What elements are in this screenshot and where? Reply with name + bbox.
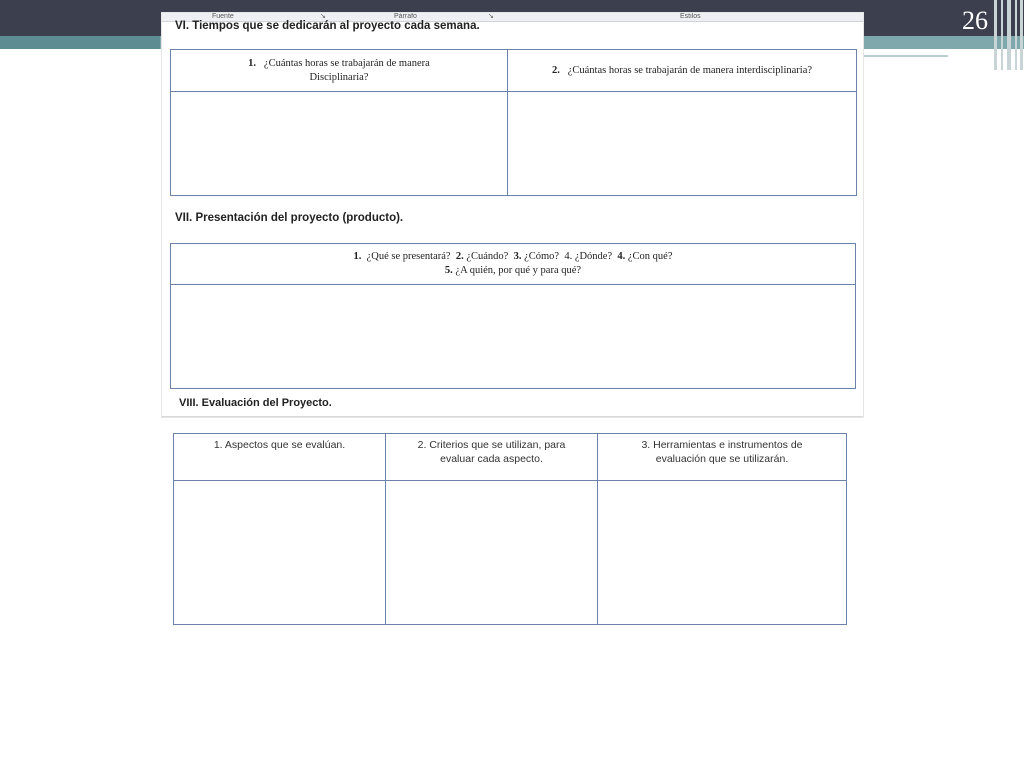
section7-answer-cell: [171, 285, 856, 389]
document-separator: [162, 416, 863, 417]
slide-accent-line: [862, 55, 948, 57]
ribbon-expand-icon: ↘: [488, 13, 494, 20]
header-text: evaluar cada aspecto.: [440, 453, 543, 465]
section8-title: VIII. Evaluación del Proyecto.: [179, 397, 332, 409]
section6-header-hours-disciplinary: [171, 50, 508, 92]
section8-answer-cell: [174, 481, 386, 625]
q-number: 4.: [617, 251, 626, 262]
q-text: 4. ¿Dónde?: [564, 251, 613, 262]
q-number: 2.: [551, 64, 560, 76]
q-number: 1.: [353, 251, 362, 262]
q-number: 5.: [444, 265, 453, 276]
slide-teal-band-accent: [0, 36, 160, 49]
header-text: evaluación que se utilizarán.: [655, 453, 789, 465]
section6-answer-cell: [171, 92, 508, 196]
q-number: 3.: [513, 251, 522, 262]
section6-table: [170, 49, 857, 196]
ribbon-expand-icon: ↘: [320, 13, 326, 20]
slide-page-number: 26: [962, 6, 988, 35]
section6-header-hours-interdisciplinary: [508, 50, 857, 92]
document-image: [162, 13, 863, 417]
section7-title: VII. Presentación del proyecto (producto).: [175, 212, 404, 224]
section8-table: [173, 433, 847, 625]
q-text: ¿Cuántas horas se trabajarán de manera: [263, 57, 430, 69]
q-text: ¿Cómo?: [524, 251, 560, 262]
q-text: ¿Con qué?: [627, 251, 673, 262]
q-number: 1.: [248, 57, 257, 69]
section8-header-criteria: [386, 434, 598, 481]
q-text: ¿A quién, por qué y para qué?: [455, 265, 582, 276]
section8-answer-cell: [598, 481, 847, 625]
q-number: 2.: [455, 251, 464, 262]
q-text: ¿Cuándo?: [466, 251, 509, 262]
header-text: 3. Herramientas e instrumentos de: [641, 439, 803, 451]
section7-header-questions: [171, 244, 856, 285]
ribbon-label-fuente: Fuente: [212, 13, 234, 20]
q-text: ¿Qué se presentará?: [366, 251, 451, 262]
ribbon-label-estilos: Estilos: [680, 13, 701, 20]
header-text: 1. Aspectos que se evalúan.: [213, 439, 346, 451]
section8-header-tools: [598, 434, 847, 481]
slide-vertical-bars: [992, 0, 1024, 70]
q-text: ¿Cuántas horas se trabajarán de manera interdisciplinaria?: [567, 64, 813, 76]
section8-answer-cell: [386, 481, 598, 625]
section7-table: [170, 243, 856, 389]
section6-title: VI. Tiempos que se dedicarán al proyecto cada semana.: [175, 20, 480, 32]
q-text: Disciplinaria?: [309, 71, 369, 83]
section8-header-aspects: [174, 434, 386, 481]
ribbon-label-parrafo: Párrafo: [394, 13, 417, 20]
section6-answer-cell: [508, 92, 857, 196]
header-text: 2. Criterios que se utilizan, para: [417, 439, 566, 451]
